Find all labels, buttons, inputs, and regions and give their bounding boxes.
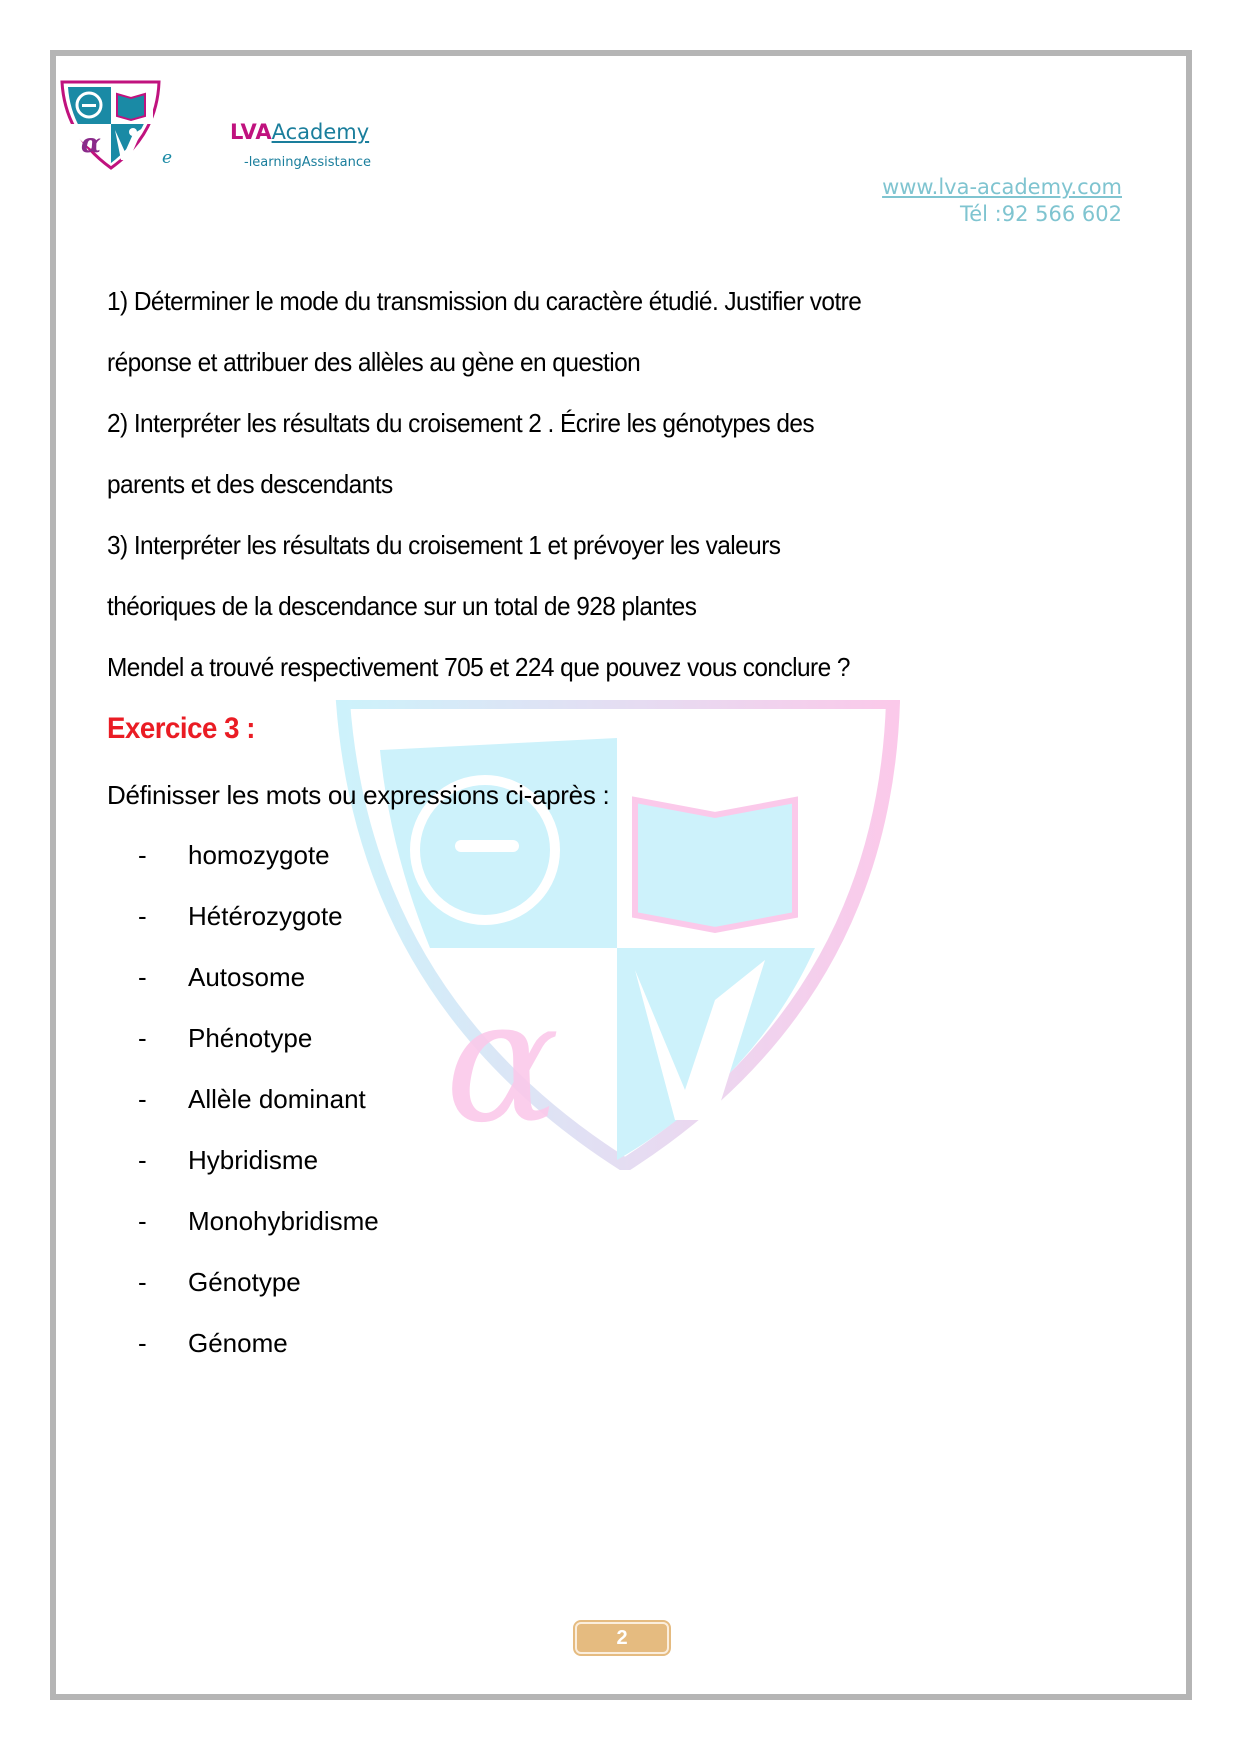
list-item <box>138 1145 318 1176</box>
term-label: Allèle dominant <box>188 1084 366 1114</box>
term-label: Phénotype <box>188 1023 313 1053</box>
logo-watermark <box>335 700 900 1170</box>
list-item <box>138 1206 379 1237</box>
brand-tagline: -learningAssistance <box>244 155 371 170</box>
website-link[interactable]: www.lva-academy.com <box>882 175 1122 199</box>
list-bullet: - <box>138 901 147 931</box>
term-label: Génotype <box>188 1267 301 1297</box>
svg-text:α: α <box>81 129 102 159</box>
question-line: réponse et attribuer des allèles au gène en question <box>107 347 641 377</box>
logo-letter: e <box>162 148 173 168</box>
brand-suffix: Academy <box>271 120 370 144</box>
term-label: Hétérozygote <box>188 901 343 931</box>
list-item <box>138 1084 366 1115</box>
question-line: Mendel a trouvé respectivement 705 et 224 que pouvez vous conclure ? <box>107 652 850 682</box>
list-bullet: - <box>138 1267 147 1297</box>
term-label: homozygote <box>188 840 330 870</box>
list-bullet: - <box>138 1023 147 1053</box>
brand-prefix: LVA <box>230 120 272 144</box>
brand-name[interactable] <box>230 120 369 144</box>
list-item <box>138 840 330 871</box>
list-bullet: - <box>138 1328 147 1358</box>
question-line: 2) Interpréter les résultats du croisement 2 . Écrire les génotypes des <box>107 408 815 438</box>
list-bullet: - <box>138 1084 147 1114</box>
list-item <box>138 901 343 932</box>
question-line: théoriques de la descendance sur un total de 928 plantes <box>107 591 697 621</box>
list-bullet: - <box>138 840 147 870</box>
exercise-instruction: Définisser les mots ou expressions ci-après : <box>107 780 610 810</box>
page-number: 2 <box>575 1622 669 1654</box>
list-item <box>138 962 305 993</box>
question-line: parents et des descendants <box>107 469 393 499</box>
lva-academy-logo <box>59 80 163 170</box>
question-line: 3) Interpréter les résultats du croisement 1 et prévoyer les valeurs <box>107 530 781 560</box>
svg-text:α: α <box>445 963 560 1161</box>
list-bullet: - <box>138 1206 147 1236</box>
contact-block <box>882 174 1122 228</box>
exercise-title: Exercice 3 : <box>107 712 255 745</box>
list-bullet: - <box>138 1145 147 1175</box>
question-line: 1) Déterminer le mode du transmission du caractère étudié. Justifier votre <box>107 286 862 316</box>
term-label: Autosome <box>188 962 306 992</box>
term-label: Monohybridisme <box>188 1206 379 1236</box>
list-bullet: - <box>138 962 147 992</box>
list-item <box>138 1328 288 1359</box>
term-label: Génome <box>188 1328 288 1358</box>
list-item <box>138 1023 312 1054</box>
phone-number: Tél :92 566 602 <box>959 202 1122 226</box>
term-label: Hybridisme <box>188 1145 319 1175</box>
list-item <box>138 1267 301 1298</box>
